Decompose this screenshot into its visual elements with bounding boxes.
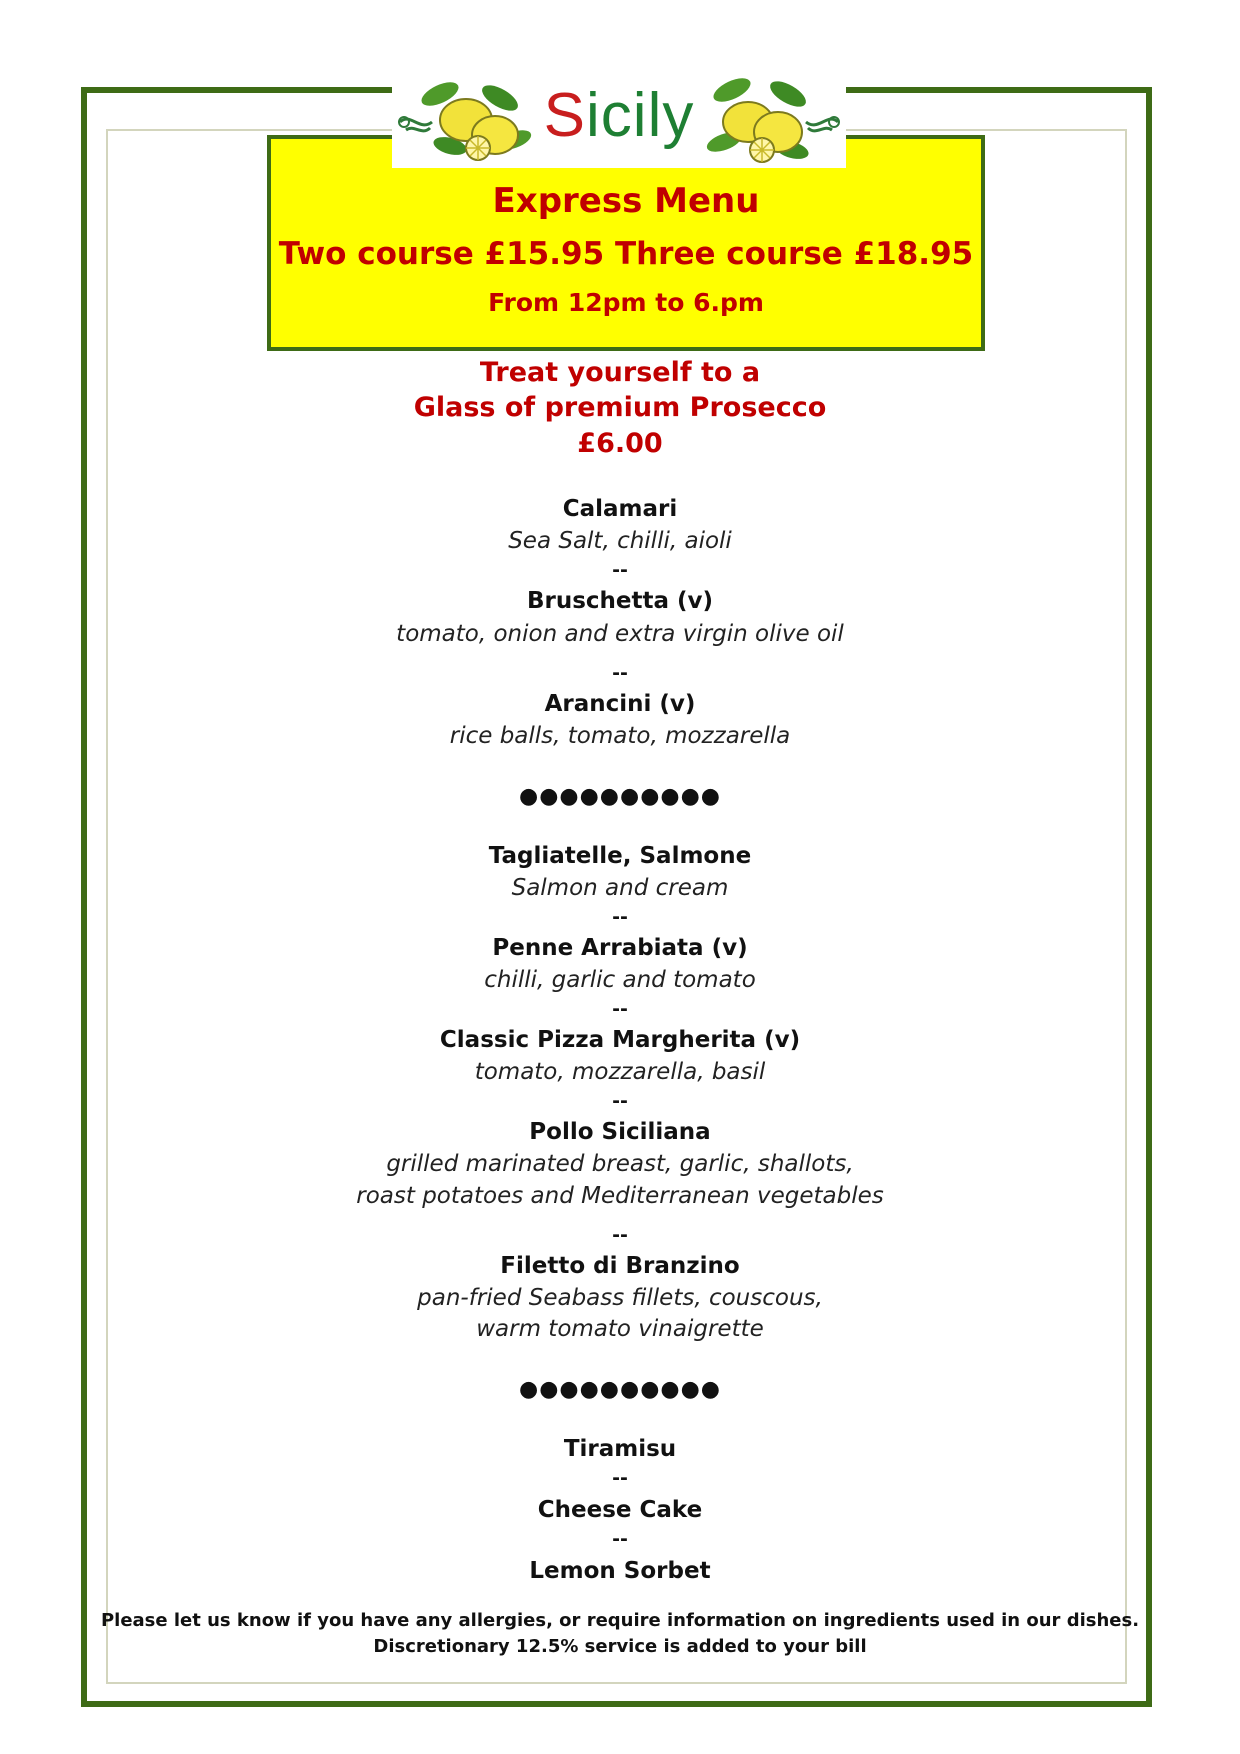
dish-name: Penne Arrabiata (v) xyxy=(492,935,748,961)
dish-separator: -- xyxy=(612,1224,628,1246)
dish-description: Salmon and cream xyxy=(511,875,729,901)
dish-name: Filetto di Branzino xyxy=(500,1253,740,1279)
service-charge-notice: Discretionary 12.5% service is added to your bill xyxy=(373,1636,867,1657)
lemon-illustration-right-icon xyxy=(696,74,846,168)
promo-line-1: Treat yourself to a xyxy=(479,357,761,388)
dish-description: Sea Salt, chilli, aioli xyxy=(508,528,732,554)
sicily-logo xyxy=(392,74,846,168)
promo-price: £6.00 xyxy=(577,428,663,459)
dish-description: pan-fried Seabass fillets, couscous, xyxy=(417,1285,823,1311)
allergy-notice: Please let us know if you have any allergies, or require information on ingredients used in our dishes. xyxy=(100,1610,1140,1631)
dish-description: tomato, onion and extra virgin olive oil xyxy=(396,621,844,647)
dish-description: warm tomato vinaigrette xyxy=(476,1316,764,1342)
course-prices: Two course £15.95 Three course £18.95 xyxy=(278,236,974,272)
dish-name: Classic Pizza Margherita (v) xyxy=(439,1027,801,1053)
dish-separator: -- xyxy=(612,662,628,684)
dessert-name: Lemon Sorbet xyxy=(529,1558,711,1584)
logo-initial: S xyxy=(543,81,587,150)
dish-description: grilled marinated breast, garlic, shallots, xyxy=(386,1151,854,1177)
dish-name: Pollo Siciliana xyxy=(529,1119,711,1145)
course-divider: ●●●●●●●●●● xyxy=(519,1377,721,1402)
dessert-name: Tiramisu xyxy=(563,1436,677,1462)
dish-name: Bruschetta (v) xyxy=(526,588,714,614)
dish-separator: -- xyxy=(612,906,628,928)
dessert-name: Cheese Cake xyxy=(537,1497,703,1523)
serving-hours: From 12pm to 6.pm xyxy=(488,288,764,317)
dish-name: Arancini (v) xyxy=(544,691,696,717)
promo-line-2: Glass of premium Prosecco xyxy=(413,392,827,423)
dish-description: chilli, garlic and tomato xyxy=(484,967,756,993)
dish-separator: -- xyxy=(612,1090,628,1112)
dish-name: Tagliatelle, Salmone xyxy=(488,843,752,869)
dish-name: Calamari xyxy=(562,496,678,522)
course-divider: ●●●●●●●●●● xyxy=(519,784,721,809)
dish-description: roast potatoes and Mediterranean vegetables xyxy=(356,1183,884,1209)
dish-separator: -- xyxy=(612,998,628,1020)
menu-title: Express Menu xyxy=(492,181,760,221)
dish-separator: -- xyxy=(612,559,628,581)
dish-description: tomato, mozzarella, basil xyxy=(474,1059,766,1085)
dish-separator: -- xyxy=(612,1467,628,1489)
dish-description: rice balls, tomato, mozzarella xyxy=(449,723,791,749)
logo-rest: icily xyxy=(586,81,695,150)
dish-separator: -- xyxy=(612,1528,628,1550)
